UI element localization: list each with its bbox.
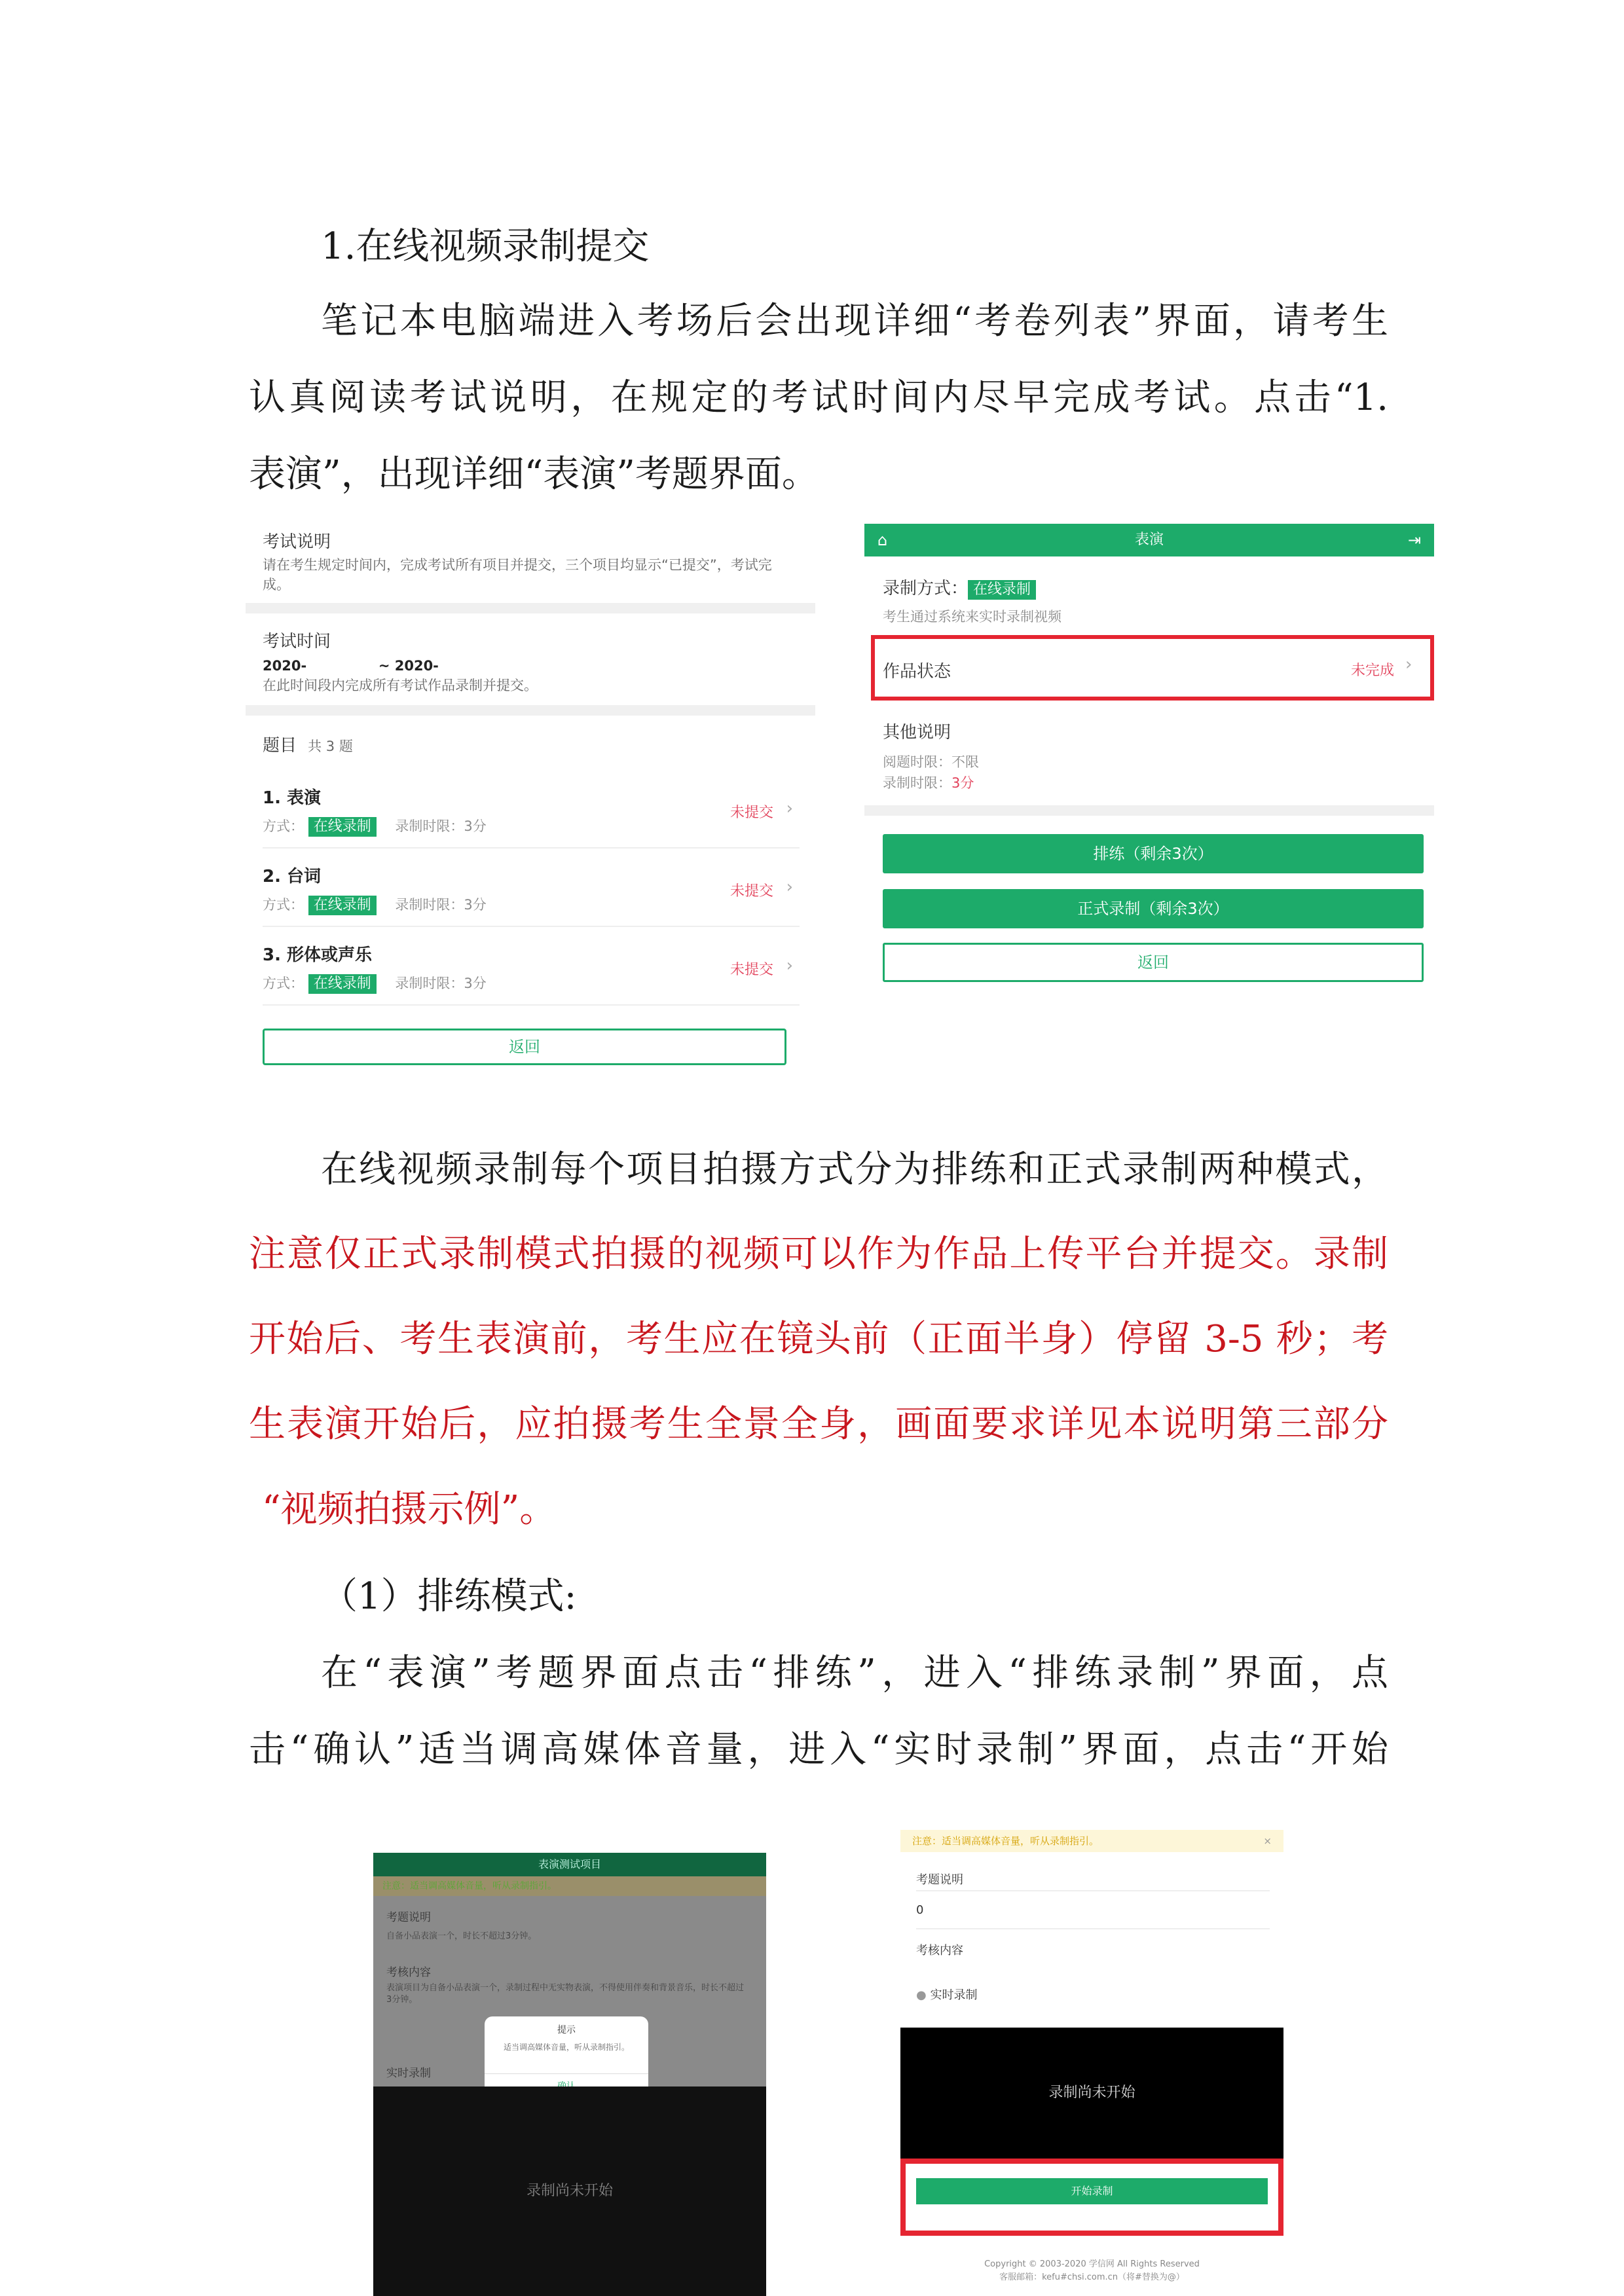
paragraph-1-line-3: 表演”，出现详细“表演”考题界面。	[249, 453, 819, 496]
video-preview: 录制尚未开始	[900, 2028, 1283, 2159]
title-bar	[864, 524, 1434, 556]
formal-record-button[interactable]: 正式录制（剩余3次）	[883, 889, 1424, 928]
record-mode-tag: 在线录制	[968, 580, 1036, 600]
method-label: 方式：	[263, 818, 304, 834]
rehearse-button[interactable]: 排练（剩余3次）	[883, 834, 1424, 873]
record-mode-label: 录制方式：	[883, 579, 969, 598]
time-limit: 录制时限：3分	[395, 897, 487, 913]
paragraph-1-line-1: 笔记本电脑端进入考场后会出现详细“考卷列表”界面，请考生	[321, 300, 1388, 342]
work-status-badge: 未完成	[1351, 663, 1395, 679]
chevron-right-icon: ›	[1405, 655, 1412, 674]
divider	[246, 603, 815, 613]
assessment-title: 考核内容	[916, 1944, 963, 1958]
exam-notes-text: 请在考生规定时间内，完成考试所有项目并提交，三个项目均显示“已提交”，考试完成。	[263, 557, 772, 592]
exam-list-screenshot	[246, 519, 815, 1069]
method-label: 方式：	[263, 975, 304, 991]
questions-label: 题目	[263, 736, 297, 756]
exam-time-text: 在此时间段内完成所有考试作品录制并提交。	[263, 678, 538, 693]
exam-time-title: 考试时间	[263, 632, 331, 651]
chevron-right-icon: ›	[786, 956, 793, 975]
copyright-text: Copyright © 2003-2020 学信网 All Rights Reserved	[984, 2259, 1200, 2269]
section-heading: 1.在线视频录制提交	[321, 225, 650, 268]
method-tag: 在线录制	[308, 974, 377, 994]
time-limit: 录制时限：3分	[395, 818, 487, 834]
live-record-screenshot	[900, 1830, 1283, 2296]
method-tag: 在线录制	[308, 896, 377, 915]
question-notes-value: 0	[916, 1903, 924, 1917]
dialog-body: 适当调高媒体音量，听从录制指引。	[503, 2043, 629, 2052]
record-dot-icon: ●	[916, 1988, 927, 2002]
rec-time-limit-label: 录制时限：	[883, 775, 951, 791]
live-record-label	[916, 1986, 977, 2003]
title-bar: 表演测试项目	[373, 1853, 766, 1876]
question-notes-title: 考题说明	[916, 1873, 963, 1887]
video-preview: 录制尚未开始	[373, 2086, 766, 2296]
question-notes-title: 考题说明	[386, 1911, 431, 1924]
volume-warning-text: 注意：适当调高媒体音量，听从录制指引。	[912, 1835, 1099, 1847]
paragraph-2-red-line-3: 生表演开始后，应拍摄考生全景全身，画面要求详见本说明第三部分	[249, 1403, 1388, 1446]
page-title: 表演	[1134, 532, 1164, 548]
record-mode-desc: 考生通过系统来实时录制视频	[883, 609, 1061, 625]
assessment-title: 考核内容	[386, 1966, 431, 1979]
paragraph-2-red-line-2: 开始后、考生表演前，考生应在镜头前（正面半身）停留 3-5 秒；考	[249, 1318, 1388, 1360]
method-tag: 在线录制	[308, 817, 377, 837]
question-item[interactable]	[263, 927, 800, 1006]
work-status-label[interactable]: 作品状态	[883, 662, 951, 682]
live-record-label: 实时录制	[386, 2067, 431, 2080]
exam-notes-title: 考试说明	[263, 532, 331, 552]
read-time-limit: 阅题时限：不限	[883, 754, 979, 770]
volume-warning: 注意：适当调高媒体音量，听从录制指引。	[373, 1876, 766, 1896]
question-meta	[263, 894, 487, 915]
status-badge: 未提交	[729, 805, 773, 821]
status-badge: 未提交	[729, 883, 773, 900]
footer	[900, 2258, 1283, 2284]
status-badge: 未提交	[729, 962, 773, 978]
paragraph-2-line-1: 在线视频录制每个项目拍摄方式分为排练和正式录制两种模式，	[321, 1148, 1388, 1191]
question-title: 2. 台词	[263, 867, 322, 886]
rehearse-dialog-screenshot	[373, 1853, 766, 2296]
exam-time-value: 2020- ~ 2020-	[263, 658, 439, 674]
question-title: 1. 表演	[263, 788, 322, 808]
divider	[916, 1928, 1270, 1929]
question-meta	[263, 816, 487, 837]
paragraph-2-red-line-1: 注意仅正式录制模式拍摄的视频可以作为作品上传平台并提交。录制	[249, 1233, 1388, 1275]
record-mode	[883, 575, 1036, 600]
assessment-text: 表演项目为自备小品表演一个，录制过程中无实物表演，不得使用伴奏和背景音乐，时长不超过3分钟。	[386, 1983, 745, 2005]
divider	[916, 1890, 1270, 1891]
question-meta	[263, 973, 487, 994]
contact-text: 客服邮箱：kefu#chsi.com.cn（将#替换为@）	[999, 2272, 1185, 2282]
question-title: 3. 形体或声乐	[263, 945, 373, 965]
back-button[interactable]: 返回	[883, 943, 1424, 982]
method-label: 方式：	[263, 897, 304, 913]
paragraph-3-line-1: 在“表演”考题界面点击“排练”，进入“排练录制”界面，点	[321, 1652, 1388, 1694]
performance-detail-screenshot	[864, 524, 1434, 982]
chevron-right-icon: ›	[786, 799, 793, 818]
time-limit: 录制时限：3分	[395, 975, 487, 991]
rec-time-limit-value: 3分	[951, 775, 974, 791]
volume-warning	[900, 1830, 1283, 1852]
live-record-text: 实时录制	[930, 1988, 978, 2002]
other-notes-title: 其他说明	[883, 723, 951, 742]
paragraph-2-red-line-4: “视频拍摄示例”。	[262, 1488, 557, 1531]
start-record-button[interactable]: 开始录制	[916, 2178, 1268, 2204]
dialog-title: 提示	[557, 2025, 576, 2035]
home-icon[interactable]: ⌂	[877, 531, 888, 549]
exit-icon[interactable]: ⇥	[1407, 531, 1421, 549]
divider	[864, 805, 1434, 816]
rec-time-limit	[883, 773, 974, 792]
back-button[interactable]: 返回	[263, 1029, 786, 1065]
close-icon[interactable]: ×	[1263, 1835, 1272, 1847]
paragraph-1-line-2: 认真阅读考试说明，在规定的考试时间内尽早完成考试。点击“1.	[249, 376, 1388, 419]
subsection-heading: （1）排练模式:	[321, 1575, 577, 1618]
question-notes-text: 自备小品表演一个，时长不超过3分钟。	[386, 1931, 537, 1941]
question-item[interactable]	[263, 848, 800, 927]
highlight-box	[871, 635, 1434, 701]
questions-count: 共 3 题	[308, 738, 353, 754]
divider	[246, 705, 815, 716]
chevron-right-icon: ›	[786, 877, 793, 897]
question-item[interactable]	[263, 770, 800, 848]
paragraph-3-line-2: 击“确认”适当调高媒体音量，进入“实时录制”界面，点击“开始	[249, 1728, 1388, 1771]
